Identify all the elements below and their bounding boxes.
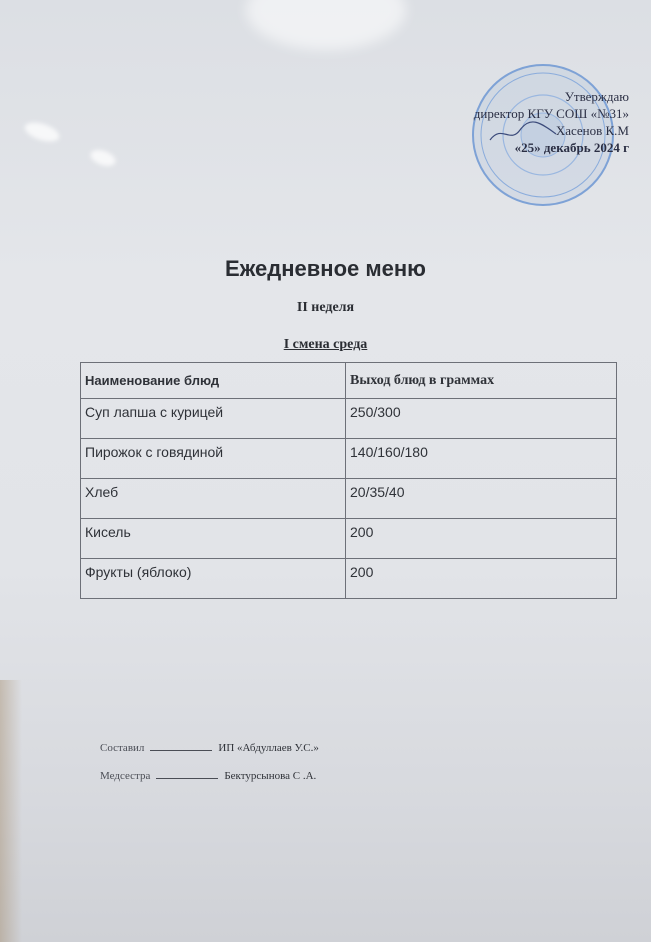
approval-line: Хасенов К.М (555, 123, 629, 138)
approval-block (474, 88, 629, 156)
page-title: Ежедневное меню (225, 256, 426, 281)
approval-line: Утверждаю (564, 89, 629, 104)
dish-name: Фрукты (яблоко) (81, 559, 346, 599)
glare-spot (22, 119, 61, 145)
shift-label: I смена среда (283, 337, 368, 352)
dish-name: Пирожок с говядиной (81, 439, 346, 479)
table-row (81, 519, 617, 559)
portion-weight: 250/300 (346, 399, 617, 439)
portion-weight: 140/160/180 (346, 439, 617, 479)
week-label: II неделя (296, 300, 355, 315)
signature-line (150, 750, 212, 751)
signature-line (156, 778, 218, 779)
nurse-label: Медсестра (100, 770, 151, 782)
dish-name: Кисель (81, 519, 346, 559)
header-portion-weight: Выход блюд в граммах (346, 363, 617, 399)
compiled-by: ИП «Абдуллаев У.С.» (218, 742, 319, 754)
table-header-row (81, 363, 617, 399)
approval-line: директор КГУ СОШ «№31» (473, 106, 629, 121)
table-row (81, 399, 617, 439)
menu-table (80, 362, 617, 599)
table-row (81, 559, 617, 599)
table-row (81, 439, 617, 479)
footer-nurse (100, 770, 316, 782)
table-edge-shadow (0, 680, 22, 942)
compiled-label: Составил (100, 742, 145, 754)
footer-compiled (100, 742, 319, 754)
dish-name: Хлеб (81, 479, 346, 519)
portion-weight: 200 (346, 559, 617, 599)
glare-spot (88, 147, 117, 169)
light-reflection (246, 0, 406, 50)
nurse-name: Бектурсынова С .А. (224, 770, 317, 782)
dish-name: Суп лапша с курицей (81, 399, 346, 439)
portion-weight: 200 (346, 519, 617, 559)
table-row (81, 479, 617, 519)
header-dish-name: Наименование блюд (81, 363, 346, 399)
portion-weight: 20/35/40 (346, 479, 617, 519)
approval-date: «25» декабрь 2024 г (514, 140, 629, 155)
